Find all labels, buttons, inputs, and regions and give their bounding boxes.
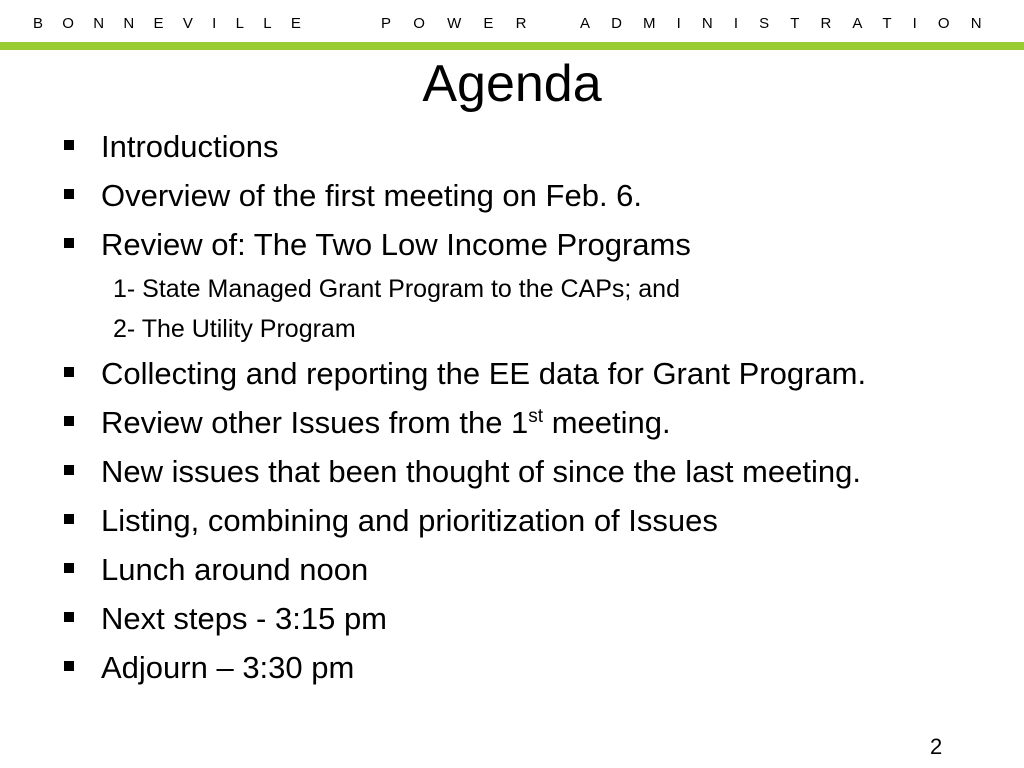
agenda-item-text (101, 496, 718, 545)
agenda-item-main: Review of: The Two Low Income Programs (101, 227, 691, 262)
agenda-item-text (101, 447, 861, 496)
agenda-item-main: Collecting and reporting the EE data for Grant Program. (101, 356, 867, 391)
agenda-item-main: Next steps - 3:15 pm (101, 601, 388, 636)
agenda-subitem-text: 2- The Utility Program (113, 315, 356, 343)
agenda-subitem (0, 269, 1024, 309)
agenda-item-text (101, 643, 354, 692)
agenda-item-text (101, 398, 671, 447)
square-bullet-icon (64, 189, 74, 199)
agenda-subitem (0, 309, 1024, 349)
agenda-item (0, 496, 1024, 545)
square-bullet-icon (64, 661, 74, 671)
agenda-item-text (101, 594, 387, 643)
square-bullet-icon (64, 140, 74, 150)
agenda-item-main: New issues that been thought of since the last meeting. (101, 454, 861, 489)
agenda-item-main: Review other Issues from the 1 (101, 405, 529, 440)
agenda-item-text (101, 171, 642, 220)
square-bullet-icon (64, 465, 74, 475)
agenda-item (0, 398, 1024, 447)
agenda-item-text (101, 545, 368, 594)
agenda-item-text (101, 122, 279, 171)
square-bullet-icon (64, 416, 74, 426)
agenda-item (0, 171, 1024, 220)
agenda-item-main: Listing, combining and prioritization of Issues (101, 503, 718, 538)
agenda-item (0, 447, 1024, 496)
agenda-item-tail: meeting. (543, 405, 671, 440)
header-word-administration: ADMINISTRATION (580, 15, 1003, 32)
header-rule (0, 42, 1024, 50)
square-bullet-icon (64, 563, 74, 573)
square-bullet-icon (64, 238, 74, 248)
agenda-item-text (101, 349, 866, 398)
agenda-item (0, 220, 1024, 269)
ordinal-suffix: st (528, 406, 544, 427)
agenda-item-main: Adjourn – 3:30 pm (101, 650, 355, 685)
organization-header (0, 13, 1024, 35)
agenda-item (0, 594, 1024, 643)
slide-title: Agenda (422, 55, 602, 113)
agenda-item-main: Introductions (101, 129, 279, 164)
agenda-item (0, 643, 1024, 692)
page-number: 2 (930, 734, 943, 759)
square-bullet-icon (64, 612, 74, 622)
square-bullet-icon (64, 367, 74, 377)
agenda-item-main: Lunch around noon (101, 552, 369, 587)
agenda-subitem-text: 1- State Managed Grant Program to the CAPs; and (113, 275, 680, 303)
agenda-item (0, 545, 1024, 594)
agenda-item (0, 122, 1024, 171)
square-bullet-icon (64, 514, 74, 524)
header-word-power: POWER (381, 15, 549, 32)
header-word-bonneville: BONNEVILLE (33, 15, 321, 32)
agenda-item (0, 349, 1024, 398)
agenda-list (0, 122, 1024, 692)
agenda-item-text (101, 220, 691, 269)
agenda-item-main: Overview of the first meeting on Feb. 6. (101, 178, 643, 213)
